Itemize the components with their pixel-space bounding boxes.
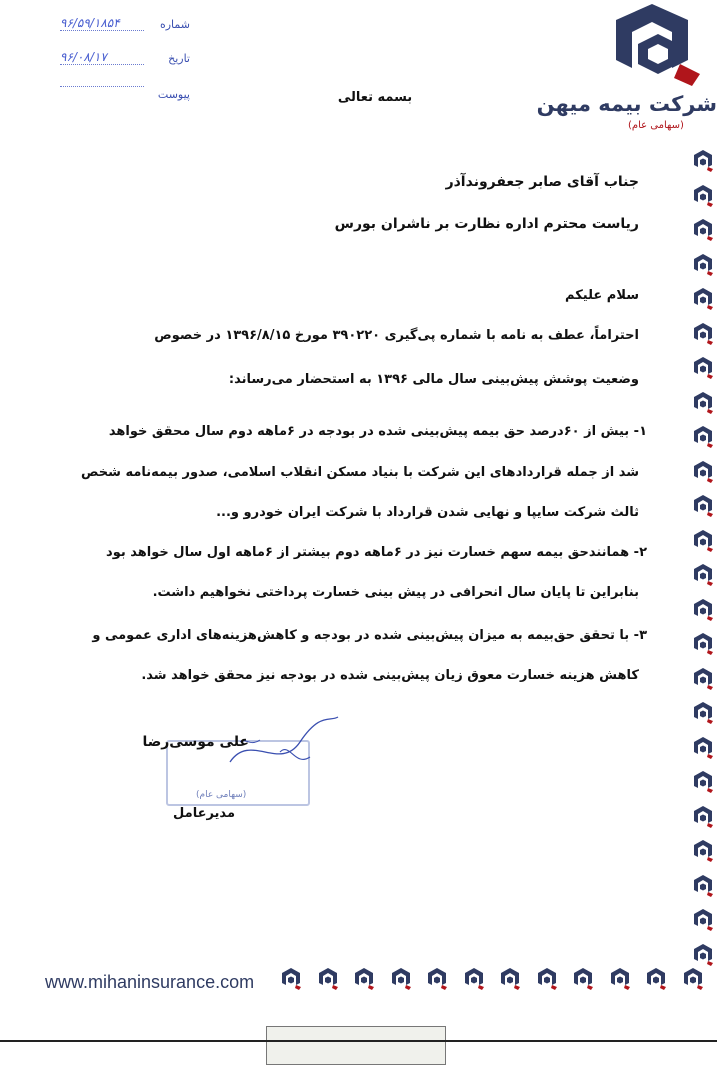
- mihan-ornament-icon: [572, 968, 594, 990]
- date-value: ۹۶/۰۸/۱۷: [60, 50, 144, 65]
- bottom-stamp-image: [266, 1026, 446, 1065]
- mihan-ornament-icon: [692, 702, 714, 724]
- body-line: ۳- با تحقق حق‌بیمه به میزان پیش‌بینی شده در بودجه و کاهش‌هزینه‌های اداری عمومی و: [92, 628, 647, 643]
- mihan-ornament-icon: [692, 944, 714, 966]
- mihan-ornament-icon: [609, 968, 631, 990]
- attachment-value: [60, 86, 144, 87]
- body-line: شد از جمله قراردادهای این شرکت با بنیاد مسکن انقلاب اسلامی، صدور بیمه‌نامه شخص: [81, 465, 639, 480]
- signatory-name: علی موسی‌رضا: [142, 734, 249, 750]
- letter-date: [60, 52, 190, 70]
- mihan-ornament-icon: [692, 357, 714, 379]
- mihan-ornament-icon: [645, 968, 667, 990]
- mihan-ornament-icon: [692, 392, 714, 414]
- body-line: ۲- همانندحق بیمه سهم خسارت نیز در ۶ماهه دوم بیشتر از ۶ماهه اول سال خواهد بود: [106, 545, 647, 560]
- mihan-ornament-icon: [280, 968, 302, 990]
- body-line: کاهش هزینه خسارت معوق زیان پیش‌بینی شده در بودجه نیز محقق خواهد شد.: [141, 668, 639, 683]
- mihan-ornament-icon: [390, 968, 412, 990]
- mihan-ornament-icon: [692, 599, 714, 621]
- mihan-ornament-icon: [692, 771, 714, 793]
- mihan-ornament-icon: [692, 530, 714, 552]
- number-value: ۹۶/۵۹/۱۸۵۴: [60, 16, 144, 31]
- bottom-divider: [0, 1040, 717, 1042]
- mihan-ornament-icon: [682, 968, 704, 990]
- mihan-ornament-icon: [353, 968, 375, 990]
- mihan-ornament-icon: [499, 968, 521, 990]
- body-line: ۱- بیش از ۶۰درصد حق بیمه پیش‌بینی شده در بودجه در ۶ماهه دوم سال محقق خواهد: [108, 424, 647, 439]
- mihan-ornament-icon: [692, 150, 714, 172]
- mihan-ornament-icon: [692, 461, 714, 483]
- body-line: ثالث شرکت سایپا و نهایی شدن قرارداد با شرکت ایران خودرو و...: [216, 505, 639, 520]
- mihan-ornament-icon: [536, 968, 558, 990]
- footer-ornament-row: [280, 968, 710, 994]
- mihan-ornament-icon: [692, 254, 714, 276]
- mihan-ornament-icon: [692, 185, 714, 207]
- footer-website[interactable]: www.mihaninsurance.com: [45, 972, 255, 992]
- number-label: شماره: [159, 18, 190, 31]
- signatory-title: مدیرعامل: [173, 806, 235, 821]
- company-type: (سهامی عام): [628, 120, 684, 131]
- recipient-name: جناب آقای صابر جعفروندآذر: [445, 174, 639, 190]
- mihan-ornament-icon: [463, 968, 485, 990]
- letter-attachment: [60, 88, 190, 106]
- mihan-ornament-icon: [692, 909, 714, 931]
- mihan-ornament-icon: [692, 806, 714, 828]
- mihan-ornament-icon: [692, 426, 714, 448]
- mihan-ornament-icon: [692, 288, 714, 310]
- mihan-ornament-icon: [692, 668, 714, 690]
- mihan-ornament-icon: [692, 219, 714, 241]
- mihan-ornament-icon: [692, 840, 714, 862]
- mihan-ornament-icon: [692, 495, 714, 517]
- body-line: احتراماً، عطف به نامه با شماره پی‌گیری ۳۹۰۲۲۰ مورخ ۱۳۹۶/۸/۱۵ در خصوص: [154, 328, 639, 343]
- recipient-title: ریاست محترم اداره نظارت بر ناشران بورس: [334, 216, 639, 232]
- mihan-ornament-icon: [692, 737, 714, 759]
- mihan-ornament-icon: [692, 633, 714, 655]
- mihan-ornament-icon: [426, 968, 448, 990]
- mihan-ornament-icon: [692, 875, 714, 897]
- date-label: تاریخ: [168, 52, 190, 65]
- mihan-ornament-icon: [692, 564, 714, 586]
- company-name: شرکت بیمه میهن: [536, 92, 717, 116]
- stamp-text: (سهامی عام): [196, 790, 247, 800]
- mihan-ornament-icon: [317, 968, 339, 990]
- greeting: سلام علیکم: [565, 288, 639, 303]
- body-line: وضعیت پوشش پیش‌بینی سال مالی ۱۳۹۶ به استحضار می‌رساند:: [228, 372, 639, 387]
- letter-number: [60, 18, 190, 36]
- bismillah: بسمه تعالی: [337, 90, 413, 105]
- attachment-label: پیوست: [157, 88, 190, 101]
- body-line: بنابراین تا پایان سال انحرافی در پیش بینی خسارت پرداختی نخواهیم داشت.: [152, 585, 639, 600]
- mihan-ornament-icon: [692, 323, 714, 345]
- company-logo: [536, 4, 717, 132]
- mihan-logo-icon: [608, 4, 704, 88]
